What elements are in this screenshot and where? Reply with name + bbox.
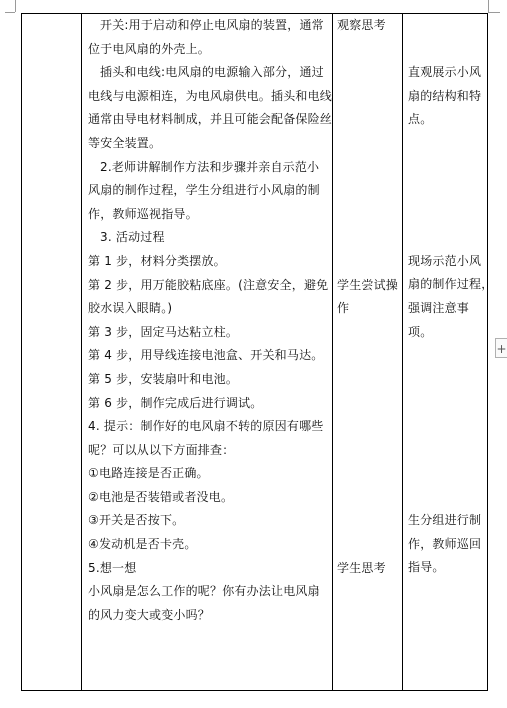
design-intent-text: 点。 <box>408 112 433 127</box>
text-line: 等安全装置。 <box>88 135 162 150</box>
text-line: 小风扇是怎么工作的呢？你有办法让电风扇 <box>88 584 320 599</box>
text-line: 呢？可以从以下方面排查： <box>88 442 235 457</box>
expand-panel-button[interactable] <box>495 338 507 358</box>
text-line: ④发动机是否卡壳。 <box>88 537 197 552</box>
text-line: ②电池是否装错或者没电。 <box>88 489 234 504</box>
text-line: 的风力变大或变小吗？ <box>88 607 211 622</box>
text-line: 4. 提示：制作好的电风扇不转的原因有哪些 <box>88 419 324 434</box>
student-activity-observe: 观察思考 <box>337 18 386 32</box>
text-line: 位于电风扇的外壳上。 <box>88 41 211 56</box>
spacer <box>337 38 402 274</box>
design-intent-text: 指导。 <box>408 560 445 575</box>
text-line: 2.老师讲解制作方法和步骤并亲自示范小 <box>100 159 320 174</box>
text-line: 第 3 步，固定马达粘立柱。 <box>88 324 239 339</box>
lesson-plan-table <box>21 13 494 691</box>
text-line: ③开关是否按下。 <box>88 513 185 528</box>
margin-corner-mark <box>488 0 489 12</box>
text-line: 插头和电线:电风扇的电源输入部分，通过 <box>100 65 324 80</box>
text-line: 第 5 步，安装扇叶和电池。 <box>88 371 239 386</box>
student-activity-cell <box>333 14 403 691</box>
plus-icon: + <box>496 342 507 356</box>
spacer <box>408 344 487 509</box>
table-row <box>22 14 488 691</box>
stage-cell <box>22 14 82 691</box>
text-line: 第 2 步，用万能胶粘底座。(注意安全，避免 <box>88 277 329 292</box>
design-intent-text: 扇的结构和特 <box>408 88 482 103</box>
text-line: 第 1 步，材料分类摆放。 <box>88 253 226 268</box>
text-line: 第 6 步，制作完成后进行调试。 <box>88 395 263 410</box>
teaching-process-cell <box>82 14 333 691</box>
student-activity-try: 学生尝试操 <box>337 277 399 292</box>
spacer <box>408 14 487 61</box>
student-activity-try: 作 <box>337 301 350 316</box>
spacer <box>408 132 487 250</box>
text-line: 风扇的制作过程，学生分组进行小风扇的制 <box>88 183 320 198</box>
text-line: 第 4 步，用导线连接电池盒、开关和马达。 <box>88 348 324 363</box>
design-intent-text: 直观展示小风 <box>408 65 482 79</box>
design-intent-text: 生分组进行制 <box>408 513 482 528</box>
text-line: 通常由导电材料制成，并且可能会配备保险丝 <box>88 112 333 127</box>
text-line: 作，教师巡视指导。 <box>88 206 198 221</box>
student-activity-think: 学生思考 <box>337 560 386 575</box>
margin-corner-mark <box>5 12 15 13</box>
design-intent-text: 扇的制作过程， <box>408 277 494 292</box>
text-line: 电线与电源相连，为电风扇供电。插头和电线 <box>88 88 333 103</box>
text-line: 5.想一想 <box>88 560 137 575</box>
margin-corner-mark <box>488 12 500 13</box>
design-intent-text: 强调注意事 <box>408 300 470 315</box>
design-intent-text: 现场示范小风 <box>408 253 482 268</box>
text-line: 3. 活动过程 <box>100 230 165 245</box>
design-intent-cell <box>403 14 494 691</box>
design-intent-text: 作，教师巡回 <box>408 536 482 551</box>
design-intent-text: 项。 <box>408 324 433 339</box>
spacer <box>337 321 402 557</box>
text-line: ①电路连接是否正确。 <box>88 466 209 481</box>
margin-corner-mark <box>15 0 16 12</box>
text-line: 开关:用于启动和停止电风扇的装置，通常 <box>100 18 324 32</box>
text-line: 胶水误入眼睛。) <box>88 301 173 316</box>
